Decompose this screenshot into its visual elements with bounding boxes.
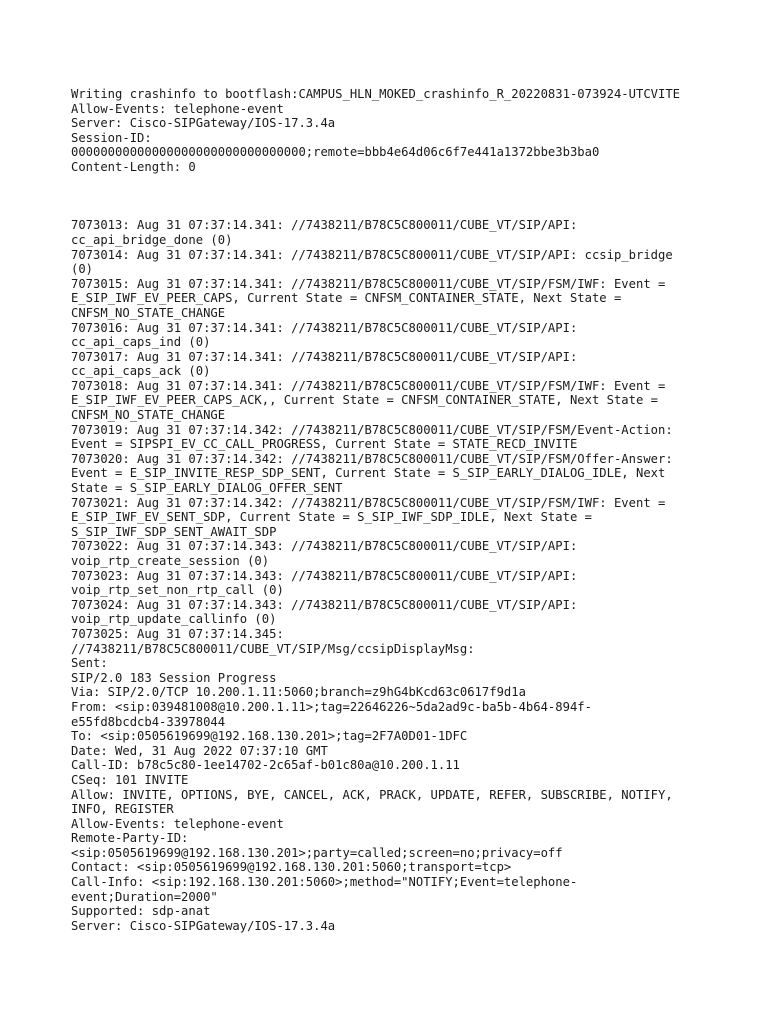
text-line: voip_rtp_update_callinfo (0) (71, 612, 277, 627)
crashinfo-header-block (71, 87, 761, 175)
text-line: Call-ID: b78c5c80-1ee14702-2c65af-b01c80a@10.200.1.11 (71, 758, 460, 773)
text-line: Contact: <sip:0505619699@192.168.130.201:5060;transport=tcp> (71, 860, 512, 875)
text-line: 7073018: Aug 31 07:37:14.341: //7438211/B78C5C800011/CUBE_VT/SIP/FSM/IWF: Event = (71, 378, 666, 393)
text-line: <sip:0505619699@192.168.130.201>;party=called;screen=no;privacy=off (71, 845, 563, 860)
text-line: Content-Length: 0 (71, 159, 196, 174)
text-line: cc_api_caps_ind (0) (71, 335, 211, 350)
text-line: 7073014: Aug 31 07:37:14.341: //7438211/B78C5C800011/CUBE_VT/SIP/API: ccsip_bridge (71, 247, 673, 262)
text-line: event;Duration=2000" (71, 889, 218, 904)
text-line: E_SIP_IWF_EV_PEER_CAPS_ACK,, Current State = CNFSM_CONTAINER_STATE, Next State = (71, 393, 658, 408)
text-line: Allow: INVITE, OPTIONS, BYE, CANCEL, ACK, PRACK, UPDATE, REFER, SUBSCRIBE, NOTIFY, (71, 787, 673, 802)
text-line: 00000000000000000000000000000000;remote=bbb4e64d06c6f7e441a1372bbe3b3ba0 (71, 145, 600, 160)
text-line: //7438211/B78C5C800011/CUBE_VT/SIP/Msg/ccsipDisplayMsg: (71, 641, 475, 656)
text-line: Supported: sdp-anat (71, 904, 211, 919)
text-line: Via: SIP/2.0/TCP 10.200.1.11:5060;branch=z9hG4bKcd63c0617f9d1a (71, 685, 526, 700)
text-line: 7073021: Aug 31 07:37:14.342: //7438211/B78C5C800011/CUBE_VT/SIP/FSM/IWF: Event = (71, 495, 666, 510)
text-line: 7073022: Aug 31 07:37:14.343: //7438211/B78C5C800011/CUBE_VT/SIP/API: (71, 539, 578, 554)
text-line: 7073015: Aug 31 07:37:14.341: //7438211/B78C5C800011/CUBE_VT/SIP/FSM/IWF: Event = (71, 276, 666, 291)
text-line: Date: Wed, 31 Aug 2022 07:37:10 GMT (71, 743, 328, 758)
debug-log-block (71, 218, 761, 933)
text-line: Allow-Events: telephone-event (71, 816, 284, 831)
text-line: To: <sip:0505619699@192.168.130.201>;tag=2F7A0D01-1DFC (71, 729, 468, 744)
text-line: INFO, REGISTER (71, 802, 174, 817)
text-line: Session-ID: (71, 130, 152, 145)
text-line: Sent: (71, 656, 108, 671)
text-line: 7073017: Aug 31 07:37:14.341: //7438211/B78C5C800011/CUBE_VT/SIP/API: (71, 349, 578, 364)
text-line: 7073019: Aug 31 07:37:14.342: //7438211/B78C5C800011/CUBE_VT/SIP/FSM/Event-Action: (71, 422, 673, 437)
text-line: (0) (71, 262, 94, 277)
text-line: 7073025: Aug 31 07:37:14.345: (71, 626, 284, 641)
text-line: State = S_SIP_EARLY_DIALOG_OFFER_SENT (71, 481, 343, 496)
text-line: e55fd8bcdcb4-33978044 (71, 714, 226, 729)
text-line: cc_api_caps_ack (0) (71, 364, 211, 379)
text-line: From: <sip:039481008@10.200.1.11>;tag=22646226~5da2ad9c-ba5b-4b64-894f- (71, 699, 592, 714)
paragraph-gap (71, 175, 761, 219)
text-line: CNFSM_NO_STATE_CHANGE (71, 408, 226, 423)
text-line: 7073013: Aug 31 07:37:14.341: //7438211/B78C5C800011/CUBE_VT/SIP/API: (71, 218, 578, 233)
text-line: Allow-Events: telephone-event (71, 101, 284, 116)
text-line: CNFSM_NO_STATE_CHANGE (71, 305, 226, 320)
text-line: voip_rtp_set_non_rtp_call (0) (71, 583, 284, 598)
text-line: E_SIP_IWF_EV_PEER_CAPS, Current State = CNFSM_CONTAINER_STATE, Next State = (71, 291, 622, 306)
text-line: 7073020: Aug 31 07:37:14.342: //7438211/B78C5C800011/CUBE_VT/SIP/FSM/Offer-Answer: (71, 451, 673, 466)
text-line: voip_rtp_create_session (0) (71, 554, 270, 569)
text-line: S_SIP_IWF_SDP_SENT_AWAIT_SDP (71, 524, 277, 539)
text-line: Server: Cisco-SIPGateway/IOS-17.3.4a (71, 918, 336, 933)
text-line: SIP/2.0 183 Session Progress (71, 670, 277, 685)
document-page (71, 87, 761, 933)
text-line: Server: Cisco-SIPGateway/IOS-17.3.4a (71, 116, 336, 131)
text-line: cc_api_bridge_done (0) (71, 232, 233, 247)
text-line: Writing crashinfo to bootflash:CAMPUS_HLN_MOKED_crashinfo_R_20220831-073924-UTCVITE (71, 87, 681, 101)
text-line: 7073023: Aug 31 07:37:14.343: //7438211/B78C5C800011/CUBE_VT/SIP/API: (71, 568, 578, 583)
text-line: 7073016: Aug 31 07:37:14.341: //7438211/B78C5C800011/CUBE_VT/SIP/API: (71, 320, 578, 335)
text-line: 7073024: Aug 31 07:37:14.343: //7438211/B78C5C800011/CUBE_VT/SIP/API: (71, 597, 578, 612)
text-line: Call-Info: <sip:192.168.130.201:5060>;method="NOTIFY;Event=telephone- (71, 875, 578, 890)
text-line: Event = SIPSPI_EV_CC_CALL_PROGRESS, Current State = STATE_RECD_INVITE (71, 437, 578, 452)
text-line: E_SIP_IWF_EV_SENT_SDP, Current State = S_SIP_IWF_SDP_IDLE, Next State = (71, 510, 592, 525)
text-line: CSeq: 101 INVITE (71, 772, 189, 787)
text-line: Event = E_SIP_INVITE_RESP_SDP_SENT, Current State = S_SIP_EARLY_DIALOG_IDLE, Next (71, 466, 666, 481)
text-line: Remote-Party-ID: (71, 831, 189, 846)
